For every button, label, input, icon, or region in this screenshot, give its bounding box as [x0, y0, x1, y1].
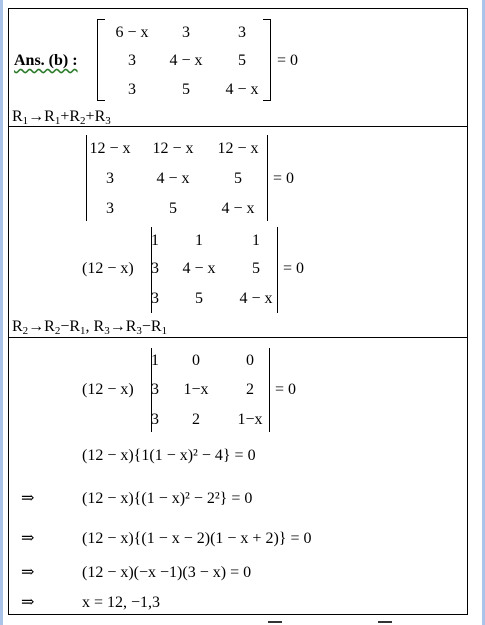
matrix3-cell: 4 − x: [182, 260, 216, 277]
matrix3-cell: 1: [252, 232, 260, 249]
equation-line-2: (12 − x){(1 − x)² − 2²} = 0: [82, 490, 253, 507]
equation-line-3: (12 − x){(1 − x − 2)(1 − x + 2)} = 0: [82, 530, 312, 547]
page-mark: [378, 621, 392, 623]
matrix2-cell: 12 − x: [217, 140, 259, 157]
implies-arrow: ⇒: [21, 530, 35, 547]
matrix1-cell: 6 − x: [115, 24, 149, 41]
solution-box-1: [8, 8, 468, 127]
implies-arrow: ⇒: [21, 594, 35, 611]
matrix3-cell: 1: [151, 232, 159, 249]
matrix3-cell: 5: [252, 260, 260, 277]
matrix4-cell: 2: [246, 381, 254, 398]
matrix3-cell: 3: [151, 260, 159, 277]
matrix1-cell: 5: [182, 81, 190, 98]
matrix4-cell: 1: [151, 352, 159, 369]
implies-arrow: ⇒: [21, 490, 35, 507]
answer-label: Ans. (b) :: [14, 52, 78, 69]
equals-zero: = 0: [275, 381, 297, 398]
matrix1-left-bracket: [97, 19, 105, 101]
equation-line-1: (12 − x){1(1 − x)² − 4} = 0: [82, 447, 256, 464]
matrix1-cell: 4 − x: [169, 52, 203, 69]
equals-zero: = 0: [277, 52, 299, 69]
matrix1-cell: 3: [128, 52, 136, 69]
matrix4-cell: 2: [192, 411, 200, 428]
factor-12-minus-x: (12 − x): [82, 381, 134, 398]
matrix1-cell: 5: [238, 52, 246, 69]
equals-zero: = 0: [273, 170, 295, 187]
matrix2-cell: 12 − x: [152, 140, 194, 157]
matrix1-cell: 3: [238, 24, 246, 41]
matrix2-cell: 4 − x: [156, 170, 190, 187]
matrix3-cell: 5: [195, 290, 203, 307]
matrix3-cell: 4 − x: [239, 290, 273, 307]
solution-box-2: [8, 126, 468, 338]
matrix4-cell: 0: [246, 352, 254, 369]
row-operation-1: $R_1\to R_1+R_2+R_3$: [12, 108, 111, 127]
matrix4-cell: 1−x: [183, 381, 209, 398]
factor-12-minus-x: (12 − x): [82, 260, 134, 277]
page-mark: [268, 621, 282, 623]
matrix2-cell: 4 − x: [221, 200, 255, 217]
matrix4-cell: 3: [151, 411, 159, 428]
matrix2-cell: 3: [106, 170, 114, 187]
matrix3-cell: 3: [151, 290, 159, 307]
implies-arrow: ⇒: [21, 564, 35, 581]
det2-right-bar: [267, 135, 268, 221]
matrix2-cell: 5: [169, 200, 177, 217]
window-left-edge: [0, 0, 3, 625]
matrix1-cell: 3: [182, 24, 190, 41]
equals-zero: = 0: [283, 260, 305, 277]
matrix2-cell: 12 − x: [89, 140, 131, 157]
matrix1-cell: 4 − x: [225, 81, 259, 98]
row-operation-2: $R_2\to R_2-R_1$, $R_3\to R_3-R_1$: [12, 318, 168, 337]
matrix4-cell: 3: [151, 381, 159, 398]
matrix3-cell: 1: [195, 232, 203, 249]
equation-line-5: x = 12, −1,3: [82, 594, 161, 611]
solution-box-3: [8, 337, 468, 615]
matrix2-cell: 3: [106, 200, 114, 217]
equation-line-4: (12 − x)(−x −1)(3 − x) = 0: [82, 564, 252, 581]
matrix2-cell: 5: [234, 170, 242, 187]
matrix1-cell: 3: [128, 81, 136, 98]
matrix4-cell: 1−x: [237, 411, 263, 428]
matrix4-cell: 0: [192, 352, 200, 369]
